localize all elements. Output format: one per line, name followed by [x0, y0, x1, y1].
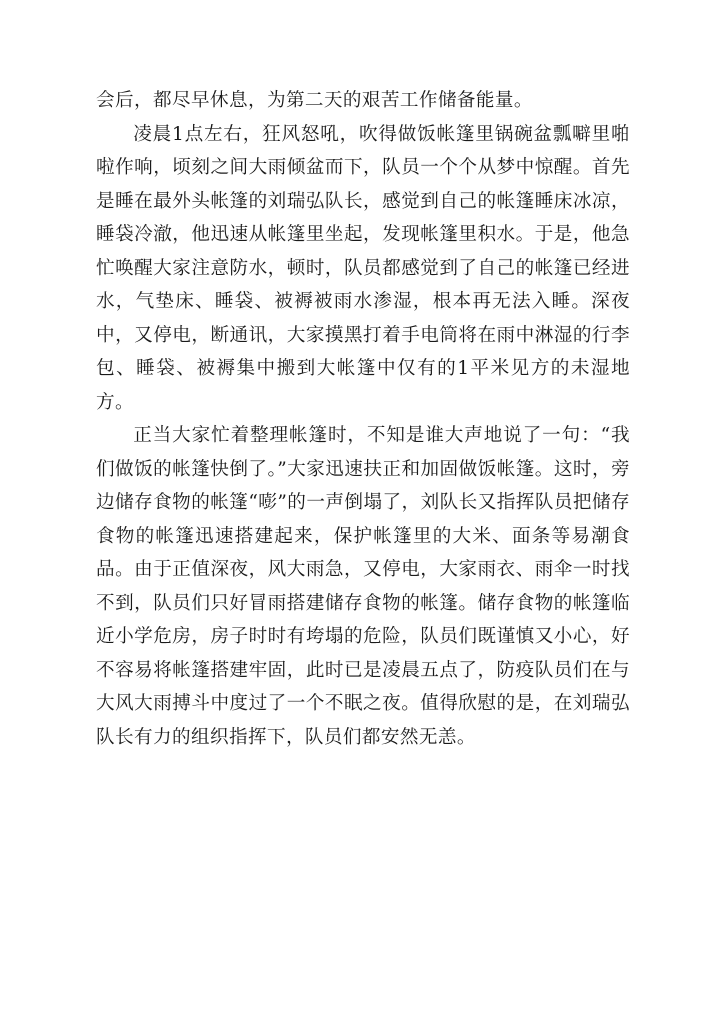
paragraph-storm-at-night: 凌晨1点左右，狂风怒吼，吹得做饭帐篷里锅碗盆瓢噼里啪啦作响，顷刻之间大雨倾盆而下，队员一个个从梦中惊醒。首先是睡在最外头帐篷的刘瑞弘队长，感觉到自己的帐篷睡床冰凉，睡袋冷澈，他迅速从帐篷里坐起，发现帐篷里积水。于是，他急忙唤醒大家注意防水，顿时，队员都感觉到了自己的帐篷已经进水，气垫床、睡袋、被褥被雨水渗湿，根本再无法入睡。深夜中，又停电，断通讯，大家摸黑打着手电筒将在雨中淋湿的行李包、睡袋、被褥集中搬到大帐篷中仅有的1平米见方的未湿地方。: [96, 123, 630, 413]
document-body: [96, 84, 630, 754]
paragraph-continuation: 会后，都尽早休息，为第二天的艰苦工作储备能量。: [96, 90, 533, 111]
paragraph-rebuilding-tents: 正当大家忙着整理帐篷时，不知是谁大声地说了一句：“我们做饭的帐篷快倒了。”大家迅速扶正和加固做饭帐篷。这时，旁边储存食物的帐篷“嘭”的一声倒塌了，刘队长又指挥队员把储存食物的帐篷迅速搭建起来，保护帐篷里的大米、面条等易潮食品。由于正值深夜，风大雨急，又停电，大家雨衣、雨伞一时找不到，队员们只好冒雨搭建储存食物的帐篷。储存食物的帐篷临近小学危房，房子时时有垮塌的危险，队员们既谨慎又小心，好不容易将帐篷搭建牢固，此时已是凌晨五点了，防疫队员们在与大风大雨搏斗中度过了一个不眠之夜。值得欣慰的是，在刘瑞弘队长有力的组织指挥下，队员们都安然无恙。: [96, 425, 630, 748]
